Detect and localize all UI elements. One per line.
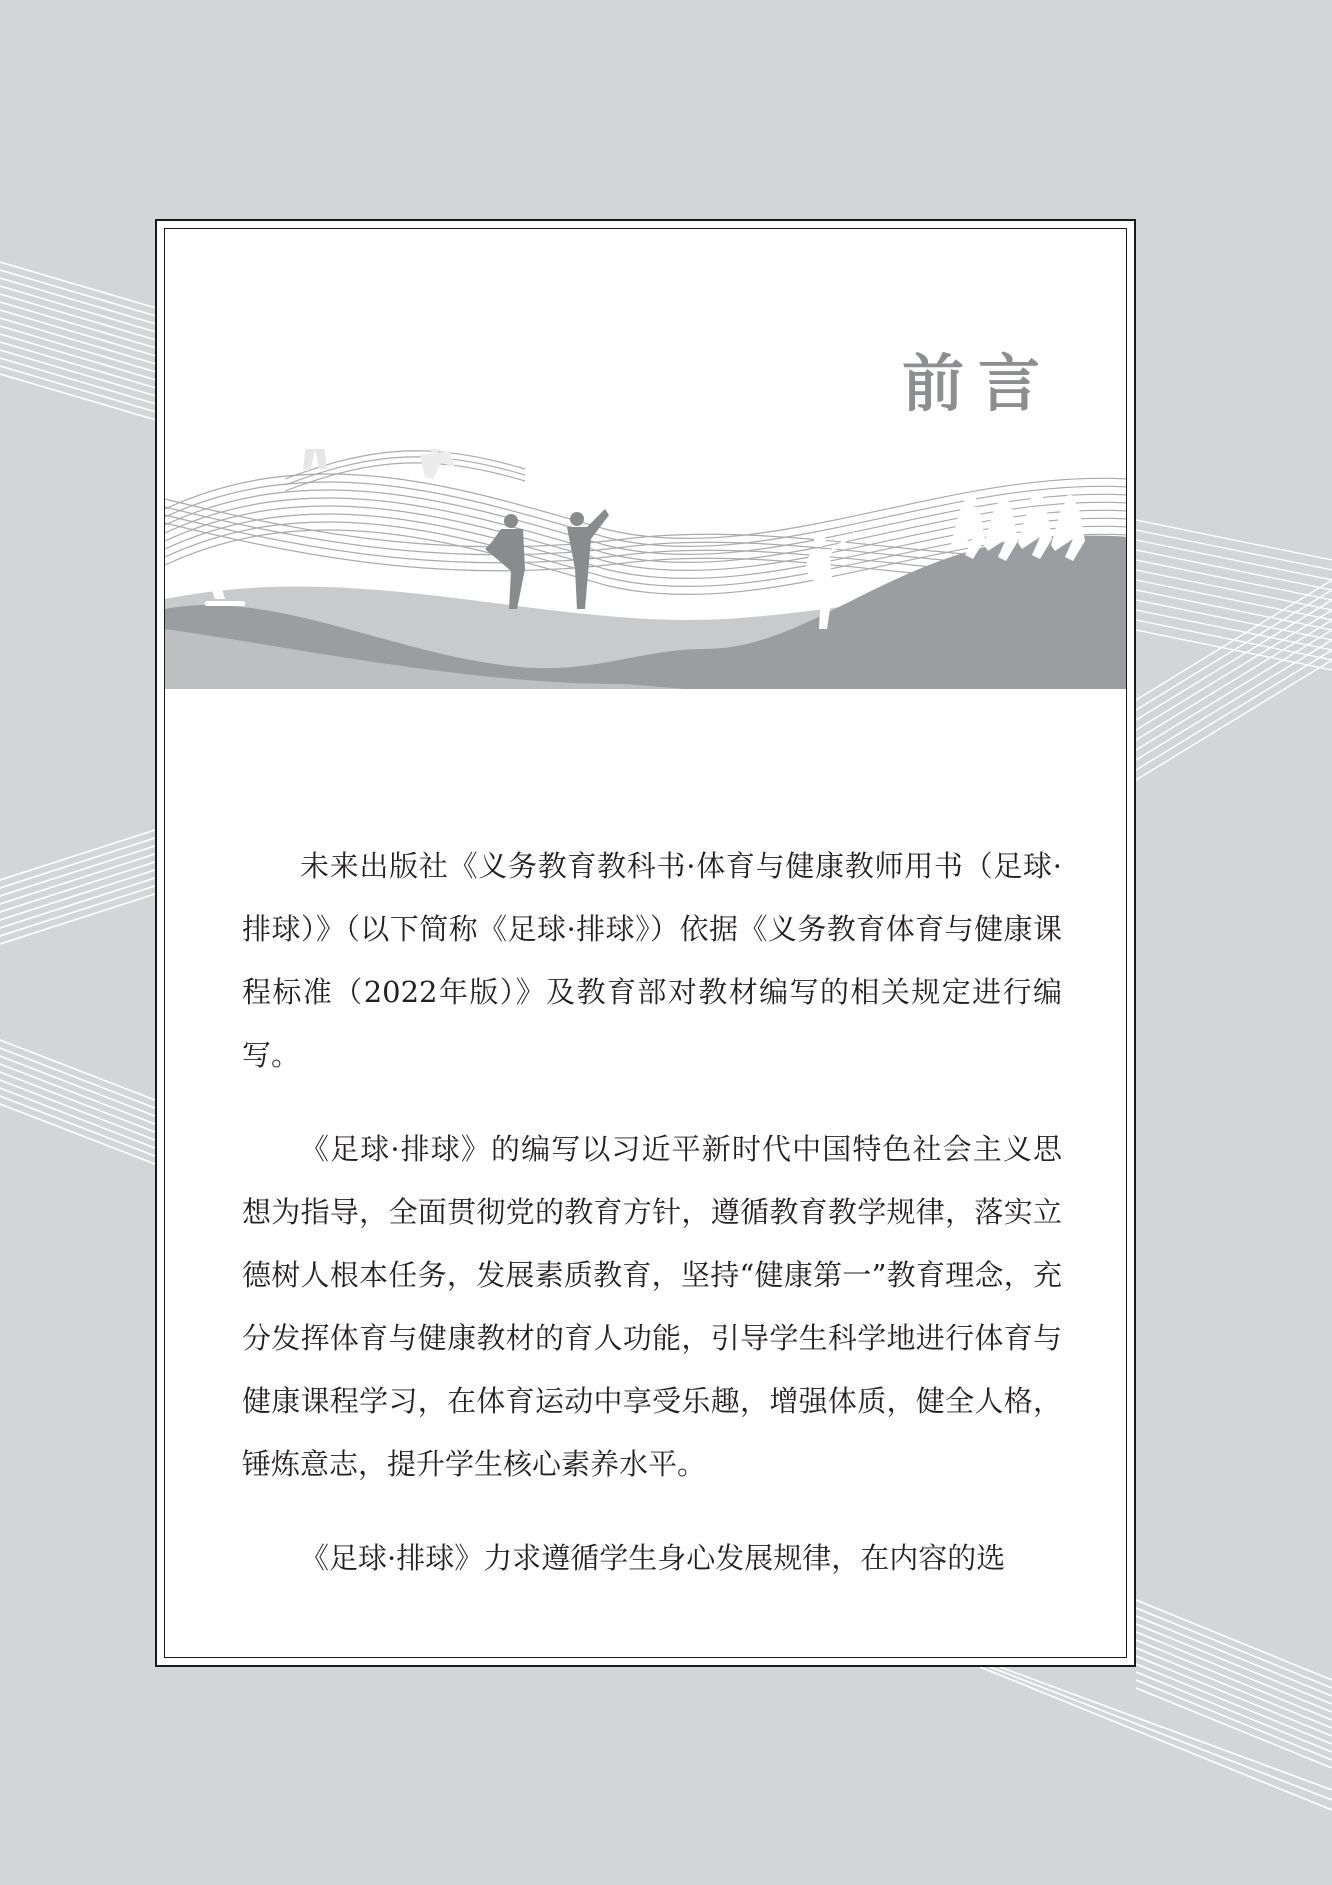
page-title: 前言	[901, 347, 1054, 420]
paragraph-3: 《足球·排球》力求遵循学生身心发展规律，在内容的选	[300, 1541, 1006, 1575]
gymnast-silhouette	[303, 449, 327, 469]
sports-banner	[165, 449, 1127, 689]
paragraph-2: 《足球·排球》的编写以习近平新时代中国特色社会主义思想为指导，全面贯彻党的教育方针，遵循教育教学规律，落实立德树人根本任务，发展素质教育，坚持“健康第一”教育理念，充分发挥体育与健康教材的育人功能，引导学生科学地进行体育与健康课程学习，在体育运动中享受乐趣，增强体质，健全人格，锤炼意志，提升学生核心素养水平。	[242, 1132, 1062, 1481]
stripe-band-right-crosshatch	[1136, 520, 1332, 780]
body-text	[242, 835, 1062, 1621]
page-frame-inner	[164, 228, 1127, 1658]
page-frame-outer	[155, 219, 1136, 1667]
skier-silhouette	[420, 449, 455, 479]
stripe-band-left-middle	[0, 830, 155, 1164]
paragraph-1: 未来出版社《义务教育教科书·体育与健康教师用书（足球·排球）》（以下简称《足球·排球》）依据《义务教育体育与健康课程标准（2022年版）》及教育部对教材编写的相关规定进行编写。	[242, 849, 1062, 1072]
